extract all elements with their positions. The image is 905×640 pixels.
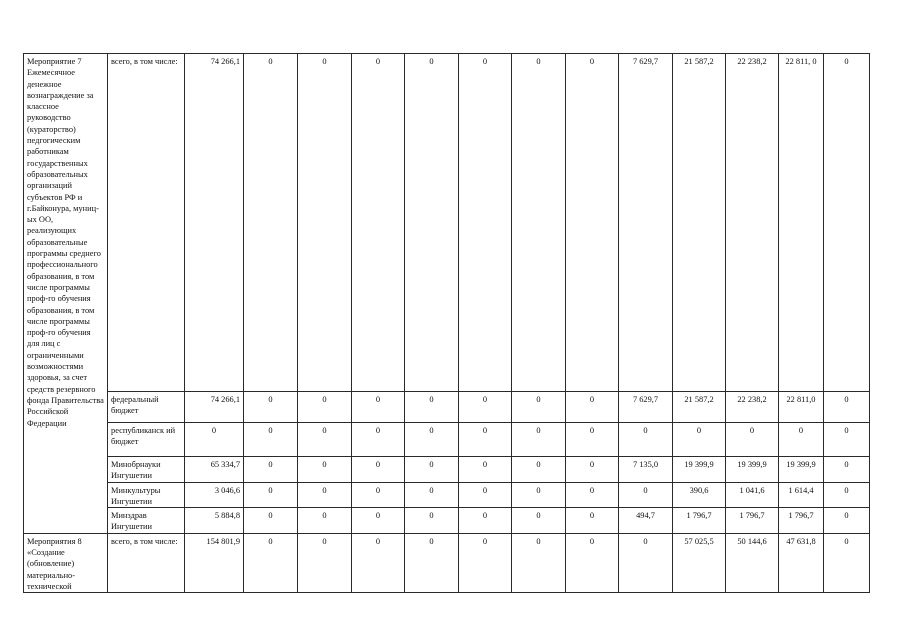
source-label: всего, в том числе:: [108, 54, 185, 392]
value-cell: 19 399,9: [779, 457, 824, 483]
value-cell: 494,7: [619, 508, 673, 534]
total-cell: 3 046,6: [185, 482, 244, 508]
value-cell: 47 631,8: [779, 533, 824, 592]
value-cell: 0: [824, 508, 870, 534]
value-cell: 0: [459, 392, 512, 423]
table-row: [24, 533, 870, 592]
source-label: Минздрав Ингушетии: [108, 508, 185, 534]
table-row: [24, 392, 870, 423]
value-cell: 0: [405, 392, 459, 423]
value-cell: 0: [298, 533, 352, 592]
source-label: Минобрнауки Ингушетии: [108, 457, 185, 483]
value-cell: 0: [779, 423, 824, 457]
value-cell: 7 629,7: [619, 54, 673, 392]
value-cell: 0: [673, 423, 726, 457]
source-label: всего, в том числе:: [108, 533, 185, 592]
value-cell: 0: [619, 482, 673, 508]
value-cell: 1 614,4: [779, 482, 824, 508]
value-cell: 0: [512, 508, 566, 534]
value-cell: 0: [824, 457, 870, 483]
table-row: [24, 423, 870, 457]
value-cell: 19 399,9: [726, 457, 779, 483]
value-cell: 7 629,7: [619, 392, 673, 423]
value-cell: 0: [824, 533, 870, 592]
value-cell: 0: [352, 392, 405, 423]
value-cell: 0: [512, 423, 566, 457]
source-label: республиканск ий бюджет: [108, 423, 185, 457]
source-label: Минкультуры Ингушетии: [108, 482, 185, 508]
value-cell: 0: [405, 54, 459, 392]
value-cell: 7 135,0: [619, 457, 673, 483]
value-cell: 0: [566, 533, 619, 592]
value-cell: 0: [566, 392, 619, 423]
event-8-name: Мероприятия 8 «Создание (обновление) материально-технической: [24, 533, 108, 592]
value-cell: 0: [298, 54, 352, 392]
table-row: [24, 482, 870, 508]
value-cell: 0: [512, 533, 566, 592]
value-cell: 0: [512, 482, 566, 508]
value-cell: 0: [512, 54, 566, 392]
value-cell: 0: [459, 508, 512, 534]
value-cell: 1 796,7: [779, 508, 824, 534]
source-label: федеральный бюджет: [108, 392, 185, 423]
total-cell: 74 266,1: [185, 392, 244, 423]
value-cell: 0: [244, 423, 298, 457]
value-cell: 0: [566, 423, 619, 457]
value-cell: 0: [352, 533, 405, 592]
value-cell: 1 041,6: [726, 482, 779, 508]
value-cell: 0: [619, 533, 673, 592]
value-cell: 0: [566, 508, 619, 534]
value-cell: 0: [824, 392, 870, 423]
value-cell: 0: [459, 54, 512, 392]
total-cell: 74 266,1: [185, 54, 244, 392]
value-cell: 0: [352, 482, 405, 508]
value-cell: 21 587,2: [673, 392, 726, 423]
value-cell: 0: [405, 508, 459, 534]
table-row: [24, 54, 870, 392]
value-cell: 0: [459, 423, 512, 457]
value-cell: 0: [512, 392, 566, 423]
value-cell: 0: [566, 457, 619, 483]
value-cell: 0: [459, 457, 512, 483]
value-cell: 21 587,2: [673, 54, 726, 392]
value-cell: 22 238,2: [726, 54, 779, 392]
value-cell: 1 796,7: [726, 508, 779, 534]
value-cell: 0: [298, 482, 352, 508]
value-cell: 0: [298, 508, 352, 534]
value-cell: 0: [298, 423, 352, 457]
value-cell: 22 811, 0: [779, 54, 824, 392]
value-cell: 22 811,0: [779, 392, 824, 423]
value-cell: 0: [298, 457, 352, 483]
value-cell: 0: [405, 457, 459, 483]
value-cell: 19 399,9: [673, 457, 726, 483]
value-cell: 0: [824, 54, 870, 392]
value-cell: 0: [459, 482, 512, 508]
table-row: [24, 508, 870, 534]
table-row: [24, 457, 870, 483]
value-cell: 0: [405, 423, 459, 457]
value-cell: 0: [244, 482, 298, 508]
total-cell: 5 884,8: [185, 508, 244, 534]
value-cell: 0: [405, 533, 459, 592]
value-cell: 0: [619, 423, 673, 457]
value-cell: 22 238,2: [726, 392, 779, 423]
value-cell: 0: [244, 457, 298, 483]
value-cell: 0: [298, 392, 352, 423]
value-cell: 1 796,7: [673, 508, 726, 534]
value-cell: 0: [566, 482, 619, 508]
value-cell: 0: [405, 482, 459, 508]
value-cell: 0: [244, 533, 298, 592]
event-7-name: Мероприятие 7 Ежемесячное денежное вознаграждение за классное руководство (кураторство) педгогическим работникам государственных образовательных организаций субъектов РФ и г.Байконура, муниц-ых ОО, реализующих образовательные программы среднего профессионального образования, в том числе программы проф-го обучения образования, в том числе программы проф-го обучения для лиц с ограниченными возможностями здоровья, за счет средств резервного фонда Правительства Российской Федерации: [24, 54, 108, 534]
value-cell: 50 144,6: [726, 533, 779, 592]
value-cell: 0: [352, 54, 405, 392]
value-cell: 0: [244, 54, 298, 392]
value-cell: 0: [352, 457, 405, 483]
value-cell: 0: [824, 423, 870, 457]
value-cell: 0: [244, 392, 298, 423]
budget-table: [23, 53, 870, 593]
value-cell: 0: [566, 54, 619, 392]
value-cell: 0: [244, 508, 298, 534]
total-cell: 65 334,7: [185, 457, 244, 483]
value-cell: 0: [352, 423, 405, 457]
value-cell: 57 025,5: [673, 533, 726, 592]
value-cell: 390,6: [673, 482, 726, 508]
value-cell: 0: [726, 423, 779, 457]
value-cell: 0: [459, 533, 512, 592]
value-cell: 0: [512, 457, 566, 483]
value-cell: 0: [352, 508, 405, 534]
total-cell: 154 801,9: [185, 533, 244, 592]
value-cell: 0: [824, 482, 870, 508]
total-cell: 0: [185, 423, 244, 457]
